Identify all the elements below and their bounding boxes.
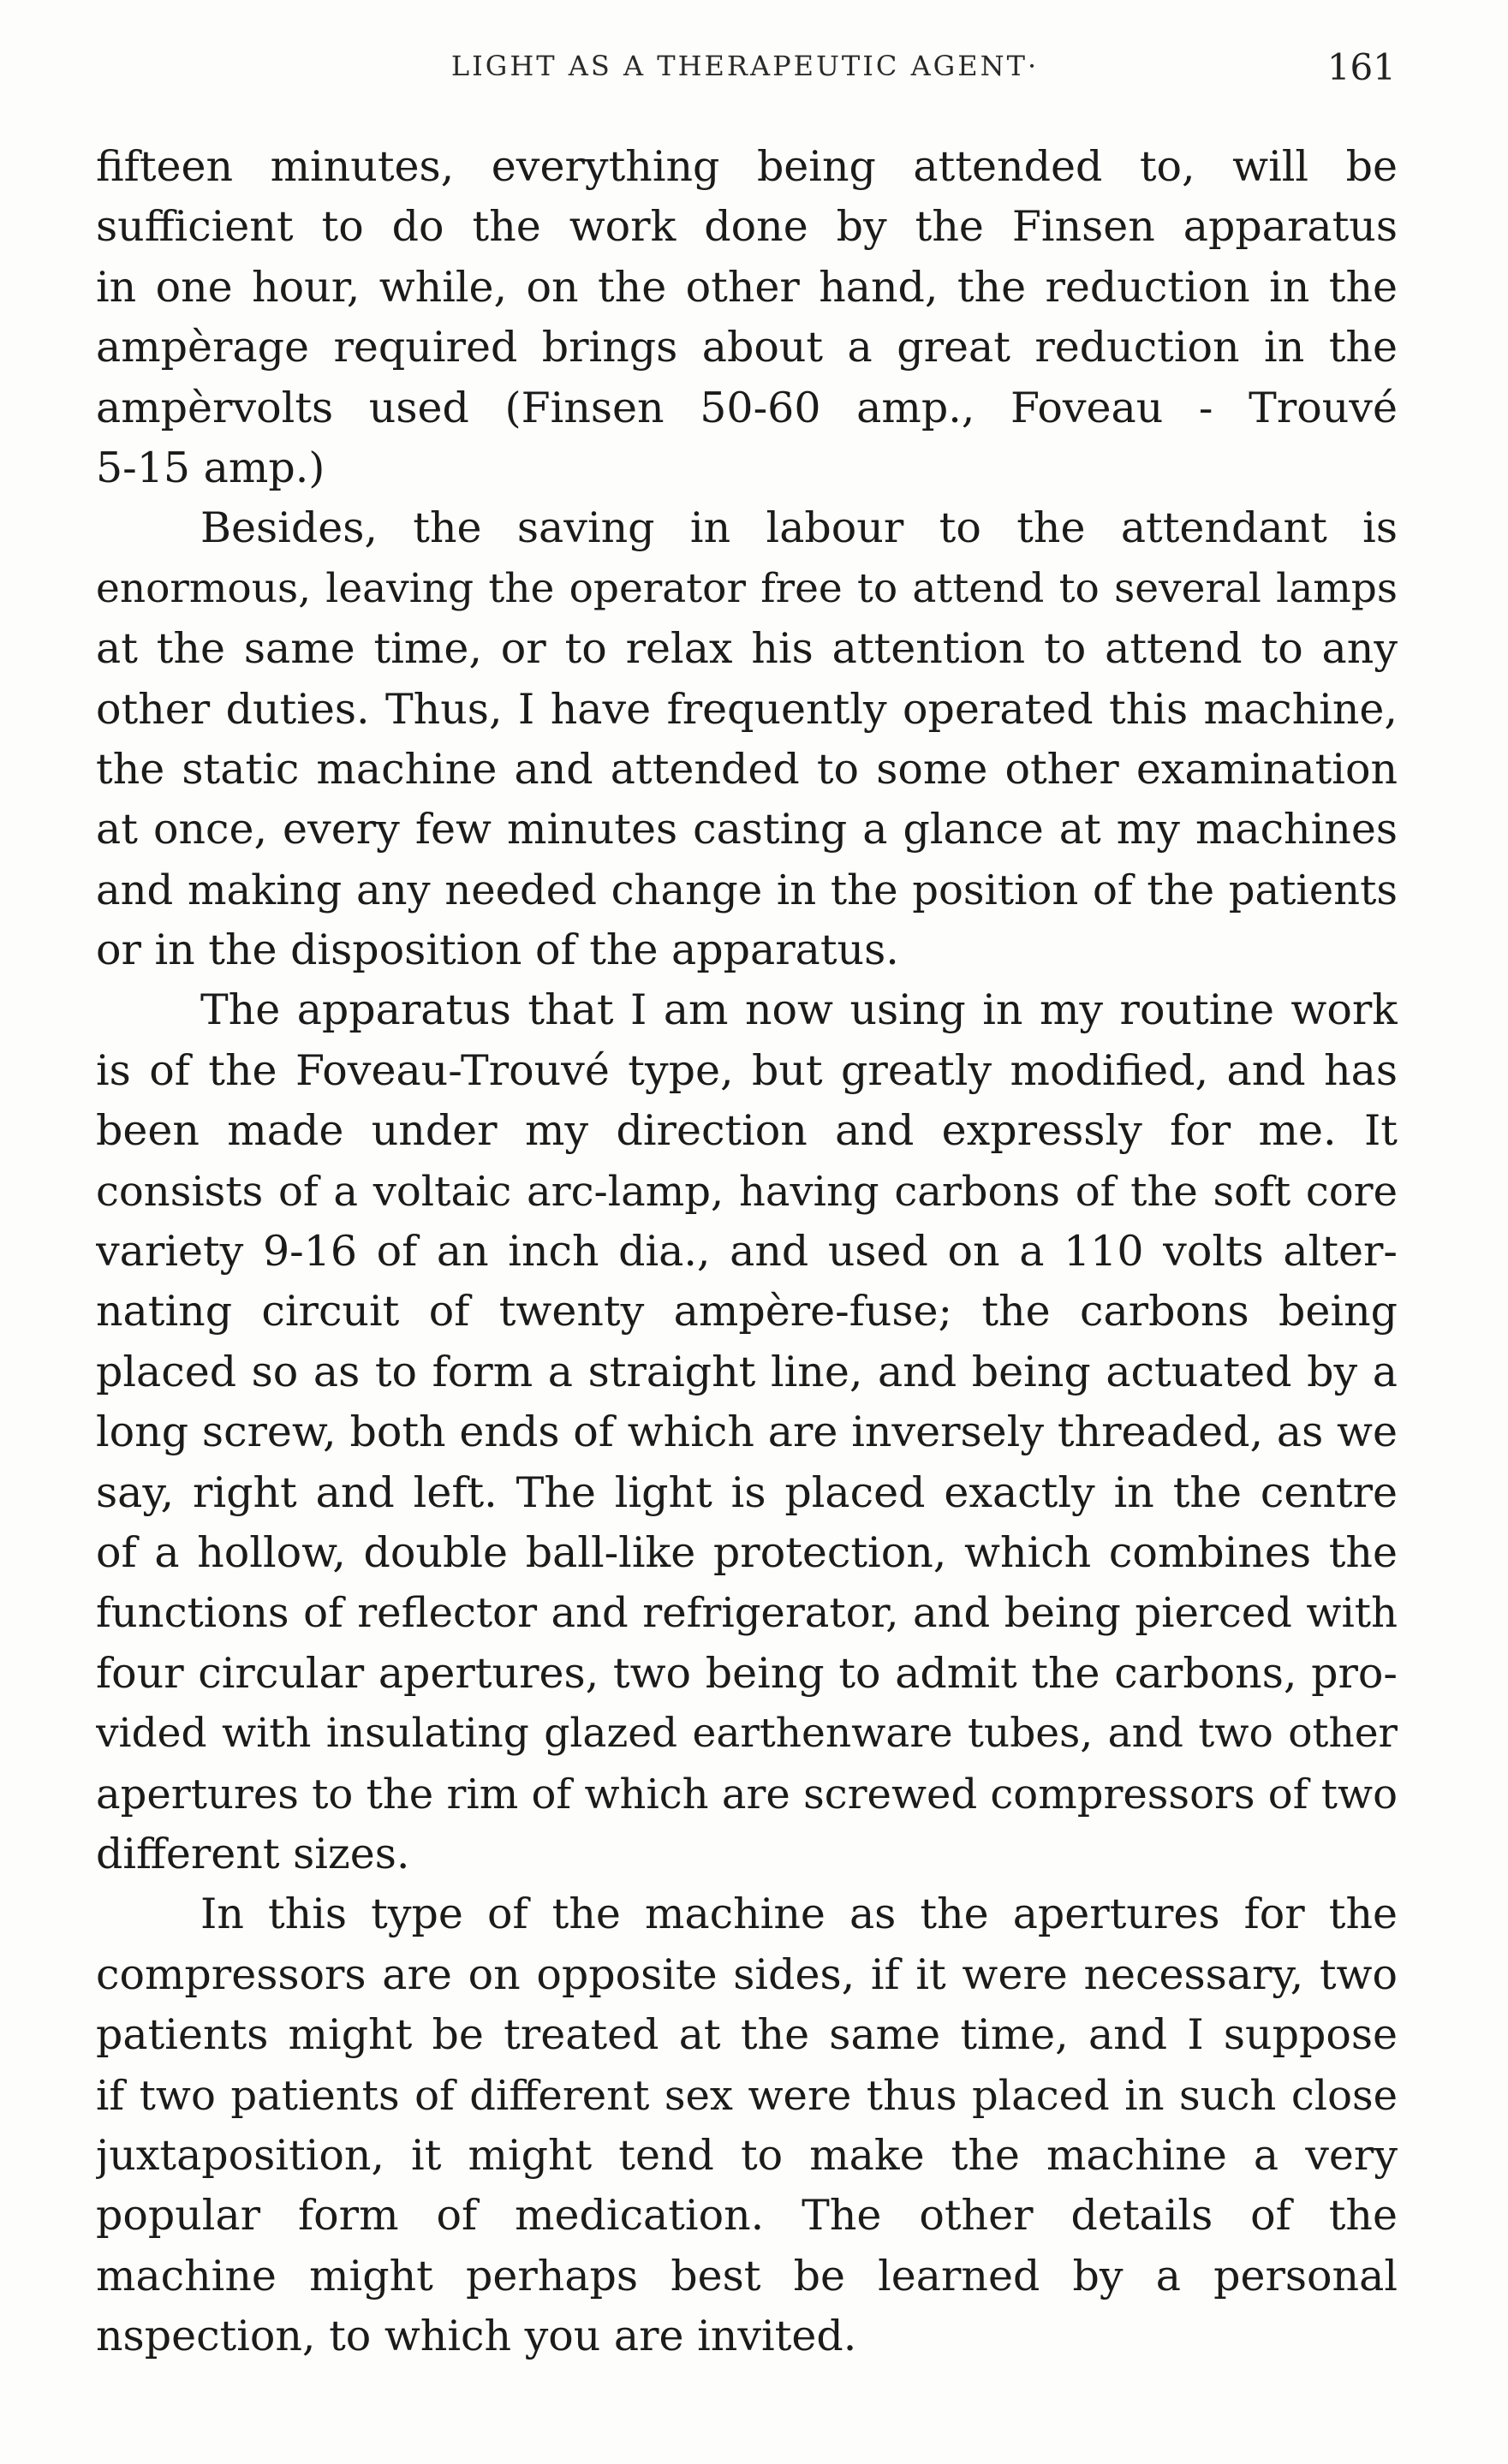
text-line: apertures to the rim of which are screwed compressors of two [96, 1770, 1398, 1818]
text-line: sufficient to do the work done by the Finsen apparatus [96, 202, 1398, 252]
text-line: in one hour, while, on the other hand, the reduction in the [96, 262, 1398, 312]
text-line: 5-15 amp.) [96, 443, 325, 492]
text-line: different sizes. [96, 1829, 410, 1878]
paragraph-3 [96, 980, 1398, 1884]
text-line: fifteen minutes, everything being attended to, will be [96, 142, 1398, 191]
text-line: In this type of the machine as the apertures for the [200, 1890, 1398, 1939]
text-line: ampèrage required brings about a great reduction in the [96, 323, 1398, 372]
text-line: say, right and left. The light is placed exactly in the centre [96, 1467, 1398, 1517]
paragraph-1 [96, 137, 1398, 498]
text-line: nspection, to which you are invited. [96, 2312, 857, 2361]
text-line: The apparatus that I am now using in my routine work [200, 985, 1398, 1035]
text-line: ampèrvolts used (Finsen 50-60 amp., Foveau - Trouvé [96, 383, 1398, 432]
text-line: consists of a voltaic arc-lamp, having carbons of the soft core [96, 1167, 1398, 1216]
text-line: popular form of medication. The other details of the [96, 2191, 1398, 2241]
text-line: vided with insulating glazed earthenware tubes, and two other [96, 1710, 1398, 1758]
paragraph-2 [96, 498, 1398, 980]
page-number: 161 [1326, 46, 1396, 88]
text-line: nating circuit of twenty ampère-fuse; the carbons being [96, 1287, 1398, 1336]
text-line: at once, every few minutes casting a glance at my machines [96, 805, 1398, 854]
text-line: or in the disposition of the apparatus. [96, 925, 899, 975]
text-line: juxtaposition, it might tend to make the machine a very [96, 2130, 1398, 2180]
paragraph-4 [96, 1884, 1398, 2366]
text-line: long screw, both ends of which are inversely threaded, as we [96, 1408, 1398, 1457]
text-line: compressors are on opposite sides, if it were necessary, two [96, 1949, 1398, 1999]
text-line: variety 9-16 of an inch dia., and used on a 110 volts alter- [96, 1227, 1398, 1277]
text-line: placed so as to form a straight line, and being actuated by a [96, 1347, 1398, 1396]
text-line: is of the Foveau-Trouvé type, but greatly modified, and has [96, 1045, 1398, 1095]
text-line: other duties. Thus, I have frequently operated this machine, [96, 684, 1398, 734]
text-line: and making any needed change in the position of the patients [96, 866, 1398, 914]
text-line: of a hollow, double ball-like protection, which combines the [96, 1527, 1398, 1577]
text-line: patients might be treated at the same time, and I suppose [96, 2010, 1398, 2060]
text-line: functions of reflector and refrigerator, and being pierced with [96, 1589, 1398, 1638]
running-title: LIGHT AS A THERAPEUTIC AGENT· [450, 50, 1040, 82]
text-line: the static machine and attended to some other examination [96, 744, 1398, 794]
text-line: machine might perhaps best be learned by a personal [96, 2251, 1398, 2300]
text-line: four circular apertures, two being to admit the carbons, pro- [96, 1648, 1398, 1698]
text-line: enormous, leaving the operator free to attend to several lamps [96, 564, 1398, 612]
running-header [94, 46, 1396, 101]
body-text [96, 137, 1398, 2431]
text-line: been made under my direction and expressly for me. It [96, 1106, 1398, 1156]
text-line: Besides, the saving in labour to the attendant is [200, 503, 1398, 553]
text-line: at the same time, or to relax his attention to attend to any [96, 624, 1398, 674]
text-line: if two patients of different sex were thus placed in such close [96, 2071, 1398, 2120]
